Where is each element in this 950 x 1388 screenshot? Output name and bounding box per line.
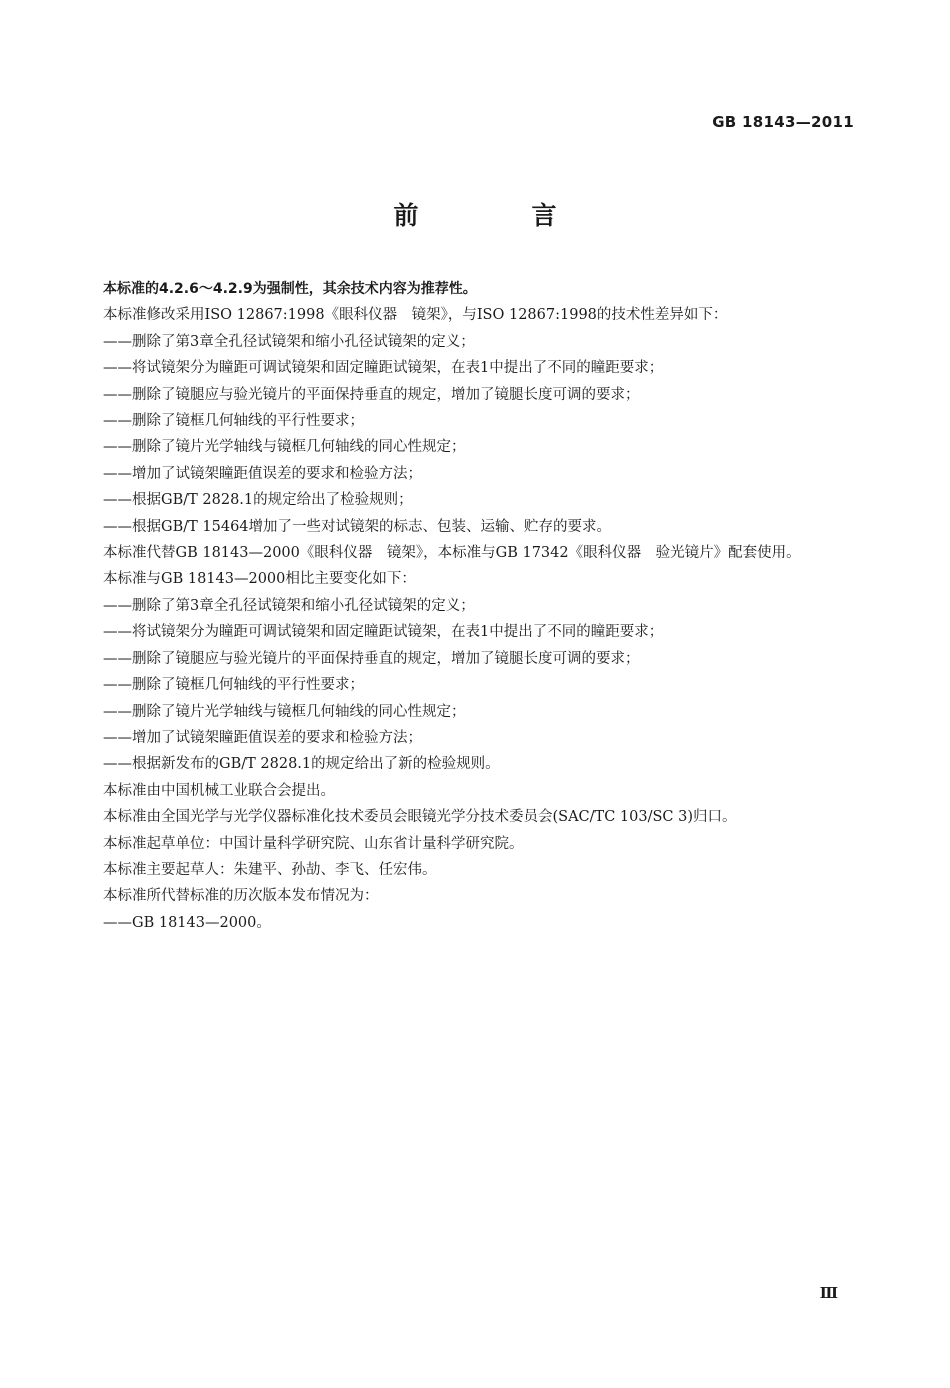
paragraph-mandatory-clause: 本标准的4.2.6～4.2.9为强制性，其余技术内容为推荐性。	[103, 281, 477, 297]
page-number: Ⅲ	[819, 1284, 838, 1302]
list-item: ——根据新发布的GB/T 2828.1的规定给出了新的检验规则。	[103, 756, 500, 773]
list-item: ——将试镜架分为瞳距可调试镜架和固定瞳距试镜架，在表1中提出了不同的瞳距要求；	[103, 624, 664, 641]
paragraph: 本标准与GB 18143—2000相比主要变化如下：	[103, 571, 416, 588]
list-item: ——删除了镜框几何轴线的平行性要求；	[103, 677, 364, 694]
list-item: ——GB 18143—2000。	[103, 914, 271, 931]
paragraph: 本标准由中国机械工业联合会提出。	[103, 782, 335, 799]
paragraph: 本标准修改采用ISO 12867:1998《眼科仪器 镜架》，与ISO 12867:1998的技术性差异如下：	[103, 307, 728, 324]
paragraph: 本标准所代替标准的历次版本发布情况为：	[103, 888, 379, 905]
list-item: ——增加了试镜架瞳距值误差的要求和检验方法；	[103, 729, 422, 746]
list-item: ——增加了试镜架瞳距值误差的要求和检验方法；	[103, 465, 422, 482]
list-item: ——删除了镜框几何轴线的平行性要求；	[103, 413, 364, 430]
list-item: ——根据GB/T 2828.1的规定给出了检验规则；	[103, 492, 413, 509]
paragraph: 本标准主要起草人：朱建平、孙劼、李飞、任宏伟。	[103, 861, 437, 878]
document-body	[67, 276, 857, 936]
paragraph: 本标准由全国光学与光学仪器标准化技术委员会眼镜光学分技术委员会(SAC/TC 103/SC 3)归口。	[103, 809, 737, 826]
paragraph: 本标准起草单位：中国计量科学研究院、山东省计量科学研究院。	[103, 835, 524, 852]
standard-number: GB 18143—2011	[712, 113, 854, 131]
list-item: ——删除了镜腿应与验光镜片的平面保持垂直的规定，增加了镜腿长度可调的要求；	[103, 650, 640, 667]
list-item: ——删除了第3章全孔径试镜架和缩小孔径试镜架的定义；	[103, 597, 475, 614]
paragraph: 本标准代替GB 18143—2000《眼科仪器 镜架》，本标准与GB 17342《眼科仪器 验光镜片》配套使用。	[103, 545, 801, 562]
list-item: ——根据GB/T 15464增加了一些对试镜架的标志、包装、运输、贮存的要求。	[103, 518, 612, 535]
list-item: ——删除了第3章全孔径试镜架和缩小孔径试镜架的定义；	[103, 333, 475, 350]
list-item: ——将试镜架分为瞳距可调试镜架和固定瞳距试镜架，在表1中提出了不同的瞳距要求；	[103, 360, 664, 377]
list-item: ——删除了镜片光学轴线与镜框几何轴线的同心性规定；	[103, 439, 466, 456]
list-item: ——删除了镜片光学轴线与镜框几何轴线的同心性规定；	[103, 703, 466, 720]
list-item: ——删除了镜腿应与验光镜片的平面保持垂直的规定，增加了镜腿长度可调的要求；	[103, 386, 640, 403]
page-title: 前 言	[393, 201, 601, 230]
